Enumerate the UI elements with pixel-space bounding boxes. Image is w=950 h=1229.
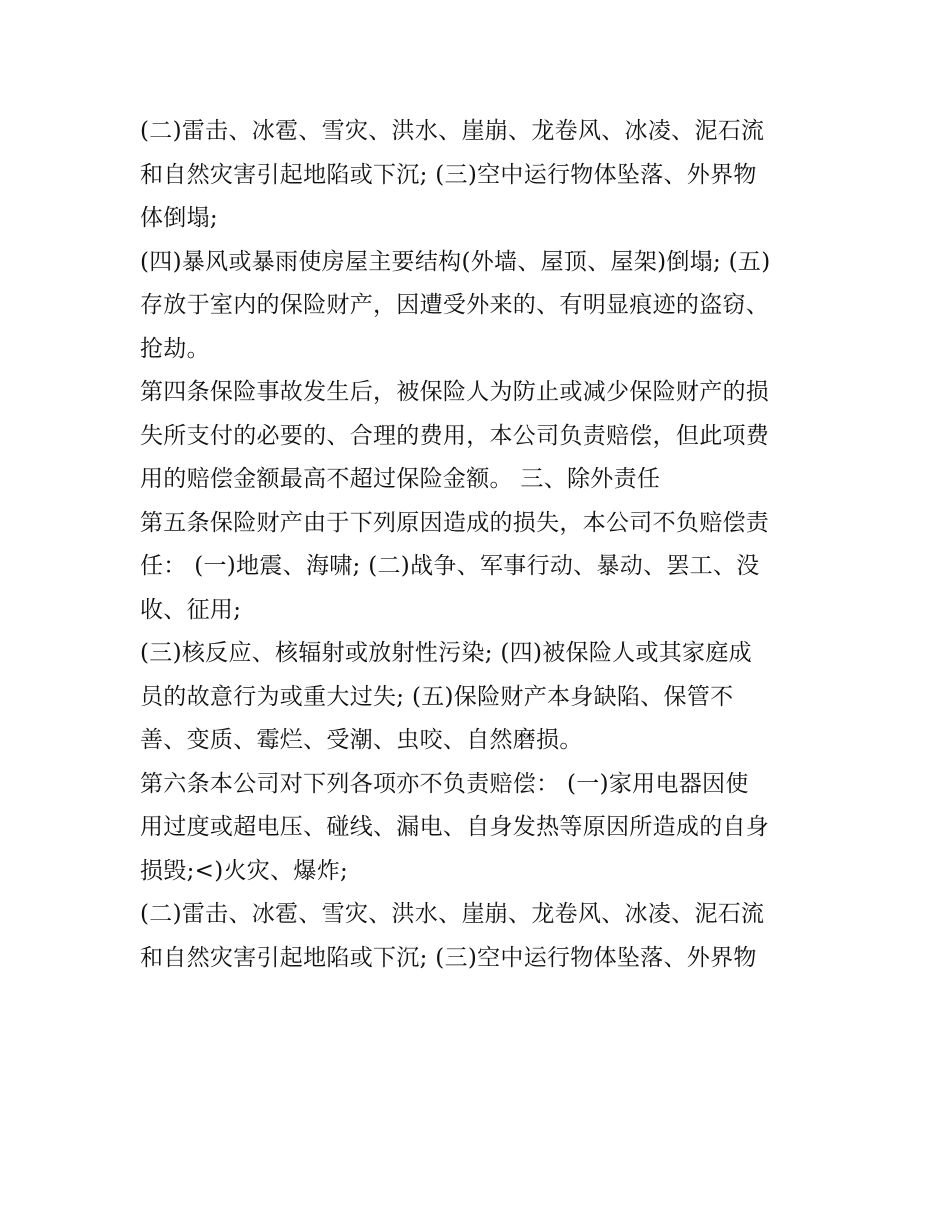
paragraph-4: [140, 502, 820, 633]
document-body: [140, 110, 820, 980]
text-line: 失所支付的必要的、合理的费用，本公司负责赔偿，但此项费: [140, 422, 770, 449]
text-line: 和自然灾害引起地陷或下沉; (三)空中运行物体坠落、外界物: [140, 161, 757, 188]
paragraph-3: [140, 371, 820, 502]
text-line: (二)雷击、冰雹、雪灾、洪水、崖崩、龙卷风、冰凌、泥石流: [140, 901, 765, 927]
text-line: (二)雷击、冰雹、雪灾、洪水、崖崩、龙卷风、冰凌、泥石流: [140, 118, 765, 144]
text-line: 任： (一)地震、海啸; (二)战争、军事行动、暴动、罢工、没: [140, 553, 760, 579]
text-line: 损毁;<)火灾、爆炸;: [140, 857, 349, 884]
paragraph-1: [140, 110, 820, 241]
paragraph-7: [140, 893, 820, 980]
text-line: (四)暴风或暴雨使房屋主要结构(外墙、屋顶、屋架)倒塌; (五): [140, 248, 771, 275]
text-line: 第六条本公司对下列各项亦不负责赔偿： (一)家用电器因使: [140, 770, 749, 797]
text-line: 第五条保险财产由于下列原因造成的损失，本公司不负赔偿责: [140, 509, 770, 536]
text-line: 用的赔偿金额最高不超过保险金额。 三、除外责任: [140, 466, 661, 492]
text-line: 第四条保险事故发生后，被保险人为防止或减少保险财产的损: [140, 379, 770, 405]
text-line: 存放于室内的保险财产，因遭受外来的、有明显痕迹的盗窃、: [140, 292, 770, 318]
text-line: (三)核反应、核辐射或放射性污染; (四)被保险人或其家庭成: [140, 640, 752, 666]
text-line: 员的故意行为或重大过失; (五)保险财产本身缺陷、保管不: [140, 683, 734, 710]
text-line: 收、征用;: [140, 596, 242, 623]
paragraph-5: [140, 632, 820, 763]
text-line: 体倒塌;: [140, 205, 218, 231]
paragraph-6: [140, 763, 820, 894]
text-line: 抢劫。: [140, 335, 210, 362]
paragraph-2: [140, 241, 820, 372]
text-line: 和自然灾害引起地陷或下沉; (三)空中运行物体坠落、外界物: [140, 944, 757, 971]
text-line: 用过度或超电压、碰线、漏电、自身发热等原因所造成的自身: [140, 814, 770, 840]
text-line: 善、变质、霉烂、受潮、虫咬、自然磨损。: [140, 727, 583, 753]
